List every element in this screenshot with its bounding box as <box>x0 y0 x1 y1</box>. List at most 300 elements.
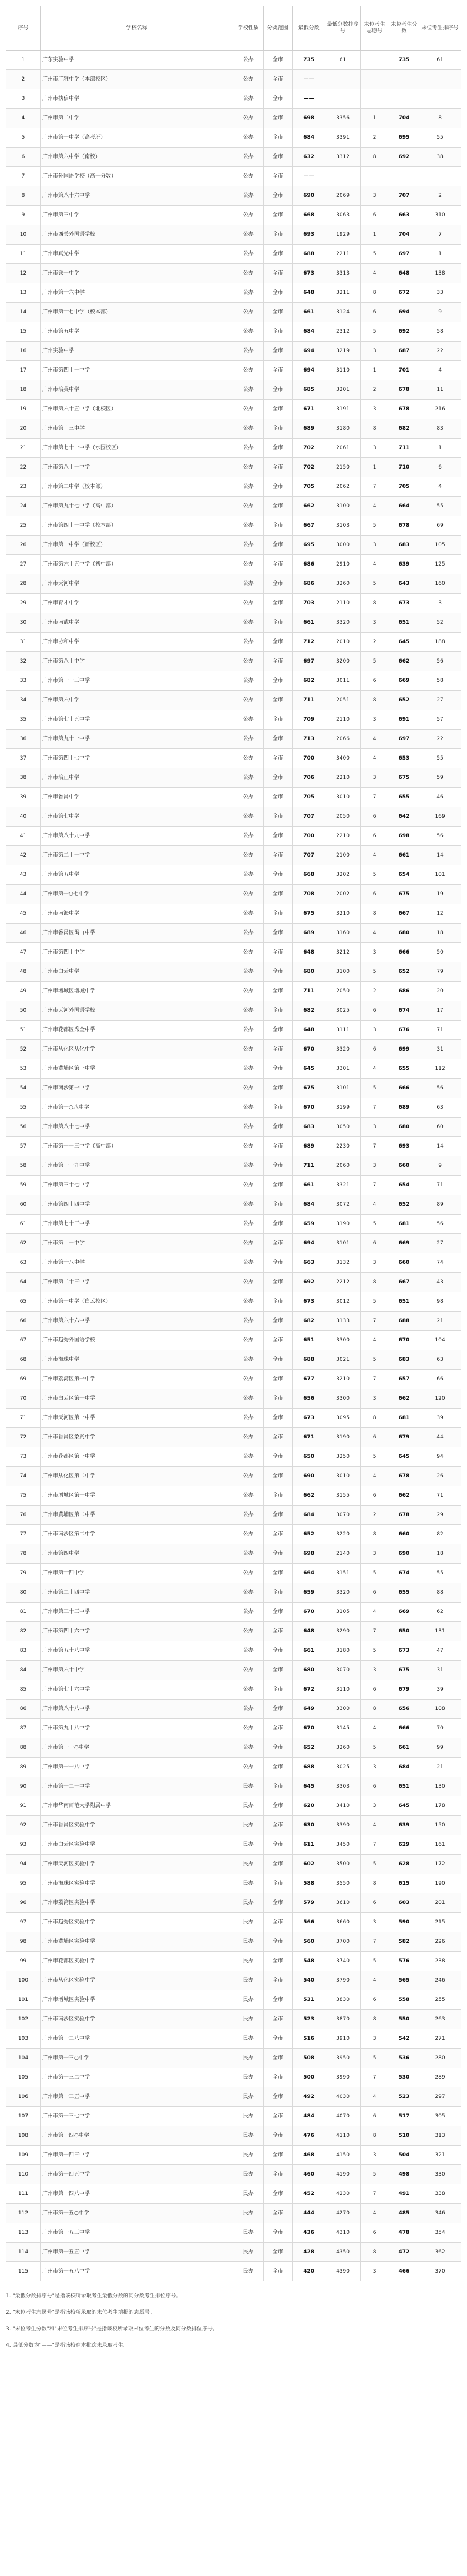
table-cell: 47 <box>419 1641 461 1661</box>
table-cell: 131 <box>419 1622 461 1641</box>
table-cell: 8 <box>360 1273 389 1292</box>
table-row <box>6 186 461 206</box>
table-cell: 全市 <box>263 186 292 206</box>
table-cell: 508 <box>292 2049 325 2068</box>
table-row <box>6 2010 461 2029</box>
table-cell: 广州市真光中学 <box>40 245 233 264</box>
table-cell: 3 <box>360 943 389 962</box>
table-cell: 5 <box>360 1641 389 1661</box>
table-cell: 3105 <box>325 1603 360 1622</box>
table-cell: 13 <box>6 283 41 303</box>
table-cell: 566 <box>292 1913 325 1932</box>
table-cell: 8 <box>360 2126 389 2146</box>
table-cell: 680 <box>389 1118 419 1137</box>
table-cell: 9 <box>419 1156 461 1176</box>
table-cell: 5 <box>360 1564 389 1583</box>
table-cell: 3700 <box>325 1932 360 1952</box>
table-cell: 民办 <box>233 2243 264 2262</box>
table-cell: 56 <box>6 1118 41 1137</box>
table-cell: 全市 <box>263 1253 292 1273</box>
table-cell: 238 <box>419 1952 461 1971</box>
table-cell: 3320 <box>325 613 360 633</box>
table-cell: 公办 <box>233 1738 264 1758</box>
table-cell: 108 <box>419 1700 461 1719</box>
table-cell: 694 <box>292 1234 325 1253</box>
table-cell: 629 <box>389 1835 419 1855</box>
table-cell: 3910 <box>325 2029 360 2049</box>
table-cell: 42 <box>6 846 41 865</box>
table-cell: 全市 <box>263 1796 292 1816</box>
table-cell: 公办 <box>233 1156 264 1176</box>
table-cell: 39 <box>419 1680 461 1700</box>
table-cell: 全市 <box>263 70 292 89</box>
table-cell: 广州市第八十中学 <box>40 652 233 671</box>
table-cell: 全市 <box>263 904 292 924</box>
table-cell: 21 <box>419 1758 461 1777</box>
table-cell: 3 <box>360 1118 389 1137</box>
table-cell: 45 <box>6 904 41 924</box>
table-cell: 广州市第六中学 <box>40 691 233 710</box>
table-cell: 全市 <box>263 439 292 458</box>
table-cell: 公办 <box>233 1195 264 1215</box>
table-cell: 全市 <box>263 2087 292 2107</box>
table-cell: 643 <box>389 574 419 594</box>
table-cell: 1 <box>360 109 389 128</box>
table-cell: 广州市第十八中学 <box>40 1253 233 1273</box>
table-cell: 广州市铁一中学 <box>40 264 233 283</box>
table-cell: 全市 <box>263 109 292 128</box>
table-cell: 3 <box>360 2146 389 2165</box>
table-cell: 662 <box>389 652 419 671</box>
table-cell: 670 <box>292 1098 325 1118</box>
table-cell: 707 <box>389 186 419 206</box>
table-cell: 3313 <box>325 264 360 283</box>
table-cell: 55 <box>6 1098 41 1118</box>
table-cell: 公办 <box>233 1428 264 1447</box>
table-cell: 3 <box>360 1544 389 1564</box>
table-cell: 112 <box>6 2204 41 2223</box>
table-cell: 523 <box>292 2010 325 2029</box>
table-cell: 广州市第一四八中学 <box>40 2184 233 2204</box>
table-cell: 广州市第一一○中学 <box>40 1738 233 1758</box>
table-cell: 428 <box>292 2243 325 2262</box>
table-cell: 广州市白云区第一中学 <box>40 1389 233 1409</box>
table-cell: 6 <box>360 206 389 225</box>
table-cell: 公办 <box>233 807 264 827</box>
table-cell: 3025 <box>325 1001 360 1021</box>
table-cell: 全市 <box>263 1990 292 2010</box>
table-cell: 广州市第四十四中学 <box>40 1195 233 1215</box>
table-cell: 680 <box>292 962 325 982</box>
table-cell: 广州市第四十七中学 <box>40 749 233 768</box>
header-cell: 末位考生分数 <box>389 6 419 51</box>
table-cell: 广州市育才中学 <box>40 594 233 613</box>
table-cell: 3 <box>360 1021 389 1040</box>
table-row <box>6 1001 461 1021</box>
table-row <box>6 497 461 516</box>
table-cell <box>389 70 419 89</box>
table-cell: 公办 <box>233 1079 264 1098</box>
table-cell: 52 <box>419 613 461 633</box>
table-cell: 662 <box>389 1389 419 1409</box>
table-row <box>6 1331 461 1350</box>
table-cell: 93 <box>6 1835 41 1855</box>
table-row <box>6 1234 461 1253</box>
table-cell: 广州市第一三七中学 <box>40 2107 233 2126</box>
table-cell: 59 <box>419 768 461 788</box>
table-cell: 18 <box>419 924 461 943</box>
table-cell: 685 <box>292 380 325 400</box>
table-cell: 3 <box>360 1156 389 1176</box>
table-cell: 678 <box>389 400 419 419</box>
table-cell: 711 <box>292 982 325 1001</box>
table-cell: 56 <box>419 1215 461 1234</box>
table-cell: 6 <box>360 1680 389 1700</box>
table-cell: 689 <box>292 1137 325 1156</box>
table-cell: 民办 <box>233 1971 264 1990</box>
table-cell: 公办 <box>233 477 264 497</box>
table-cell: 671 <box>292 400 325 419</box>
table-cell: 652 <box>389 691 419 710</box>
table-row <box>6 1932 461 1952</box>
table-cell: 321 <box>419 2146 461 2165</box>
table-cell: 675 <box>389 768 419 788</box>
table-cell: 161 <box>419 1835 461 1855</box>
table-row <box>6 943 461 962</box>
table-cell: 全市 <box>263 2107 292 2126</box>
table-row <box>6 1661 461 1680</box>
table-cell: 公办 <box>233 1137 264 1156</box>
table-cell: 广州市广雅中学（本部校区） <box>40 70 233 89</box>
table-cell: 广州市黄埔区第二中学 <box>40 1506 233 1525</box>
table-cell: 公办 <box>233 768 264 788</box>
table-cell: 广州市第一一三中学 <box>40 671 233 691</box>
table-cell: 公办 <box>233 1273 264 1292</box>
table-cell: 公办 <box>233 1564 264 1583</box>
table-cell: 476 <box>292 2126 325 2146</box>
table-cell: 广州市第一三五中学 <box>40 2087 233 2107</box>
table-cell: 150 <box>419 1816 461 1835</box>
table-row <box>6 1874 461 1893</box>
table-cell: 全市 <box>263 536 292 555</box>
table-cell: 60 <box>6 1195 41 1215</box>
table-cell: 广州市第三十三中学 <box>40 1603 233 1622</box>
table-cell: 669 <box>389 1234 419 1253</box>
table-cell: 3025 <box>325 1758 360 1777</box>
table-cell: 6 <box>360 885 389 904</box>
table-cell: 全市 <box>263 1428 292 1447</box>
table-cell: 18 <box>6 380 41 400</box>
table-cell: 2210 <box>325 768 360 788</box>
table-cell: 广州市培正中学 <box>40 768 233 788</box>
table-cell: 686 <box>389 982 419 1001</box>
table-row <box>6 400 461 419</box>
table-row <box>6 1835 461 1855</box>
table-cell: 338 <box>419 2184 461 2204</box>
table-cell: 713 <box>292 730 325 749</box>
table-cell: 民办 <box>233 1777 264 1796</box>
table-row <box>6 167 461 186</box>
table-cell: 全市 <box>263 2165 292 2184</box>
table-cell: 3321 <box>325 1176 360 1195</box>
table-cell: 全市 <box>263 1021 292 1040</box>
table-row <box>6 536 461 555</box>
table-row <box>6 1370 461 1389</box>
table-cell: 公办 <box>233 1215 264 1234</box>
table-row <box>6 1467 461 1486</box>
table-cell: 90 <box>6 1777 41 1796</box>
table-cell: 广州市第八十八中学 <box>40 1700 233 1719</box>
table-cell: 22 <box>419 342 461 361</box>
table-cell: 74 <box>6 1467 41 1486</box>
table-cell: 2150 <box>325 458 360 477</box>
table-cell: 7 <box>360 477 389 497</box>
table-cell: 38 <box>419 148 461 167</box>
table-row <box>6 613 461 633</box>
table-cell: 3190 <box>325 1215 360 1234</box>
table-row <box>6 962 461 982</box>
table-cell: 652 <box>389 962 419 982</box>
table-cell: 66 <box>6 1312 41 1331</box>
table-cell: 7 <box>360 1932 389 1952</box>
table-cell: 公办 <box>233 555 264 574</box>
table-row <box>6 1137 461 1156</box>
table-cell: 全市 <box>263 400 292 419</box>
table-cell: 3095 <box>325 1409 360 1428</box>
table-cell: 3790 <box>325 1971 360 1990</box>
table-cell: 62 <box>419 1603 461 1622</box>
table-cell: 540 <box>292 1971 325 1990</box>
table-cell: 公办 <box>233 1719 264 1738</box>
table-cell: 6 <box>360 1428 389 1447</box>
table-cell: 广州市从化区第二中学 <box>40 1467 233 1486</box>
table-cell: 4 <box>360 555 389 574</box>
table-row <box>6 1409 461 1428</box>
table-cell: 全市 <box>263 2126 292 2146</box>
table-cell: 广州市第四十一中学（校本部） <box>40 516 233 536</box>
table-cell: 645 <box>389 1796 419 1816</box>
table-cell: 23 <box>6 477 41 497</box>
table-cell: 684 <box>292 1195 325 1215</box>
table-cell: —— <box>292 89 325 109</box>
table-row <box>6 1273 461 1292</box>
table-cell: 661 <box>292 1641 325 1661</box>
table-row <box>6 148 461 167</box>
table-cell: 广州市第九十一中学 <box>40 730 233 749</box>
table-row <box>6 1059 461 1079</box>
table-row <box>6 458 461 477</box>
table-cell: 105 <box>419 536 461 555</box>
table-cell: 全市 <box>263 2243 292 2262</box>
table-cell: 8 <box>360 1525 389 1544</box>
table-cell: 24 <box>6 497 41 516</box>
table-cell <box>389 89 419 109</box>
table-cell: 504 <box>389 2146 419 2165</box>
table-cell: 广州市第九十八中学 <box>40 1719 233 1738</box>
table-cell: 3 <box>360 2029 389 2049</box>
table-cell: 4 <box>360 1467 389 1486</box>
table-cell: 全市 <box>263 1176 292 1195</box>
table-cell <box>419 70 461 89</box>
table-cell: 公办 <box>233 1098 264 1118</box>
table-cell: 71 <box>419 1021 461 1040</box>
table-cell: 广州市第一一三中学（高中部） <box>40 1137 233 1156</box>
table-cell: 2100 <box>325 846 360 865</box>
table-cell: 77 <box>6 1525 41 1544</box>
table-cell: 公办 <box>233 982 264 1001</box>
table-cell: 公办 <box>233 1641 264 1661</box>
table-cell: 全市 <box>263 303 292 322</box>
table-cell: 660 <box>389 1156 419 1176</box>
table-cell: 679 <box>389 1680 419 1700</box>
table-row <box>6 633 461 652</box>
table-cell: 645 <box>389 633 419 652</box>
footnote-line: 1. "最低分数排序号"是指该校所录取考生最低分数的同分数考生排位序号。 <box>6 2293 182 2299</box>
table-cell: 20 <box>6 419 41 439</box>
table-cell: 611 <box>292 1835 325 1855</box>
table-cell: 全市 <box>263 1040 292 1059</box>
table-cell: 4 <box>360 1059 389 1079</box>
table-cell: 65 <box>6 1292 41 1312</box>
header-cell: 学校名称 <box>40 6 233 51</box>
table-row <box>6 1079 461 1098</box>
table-cell: 56 <box>419 652 461 671</box>
table-cell: 673 <box>389 594 419 613</box>
table-cell: 2 <box>360 1506 389 1525</box>
table-row <box>6 2204 461 2223</box>
table-cell: 46 <box>6 924 41 943</box>
table-cell: 67 <box>6 1331 41 1350</box>
table-cell: 公办 <box>233 730 264 749</box>
table-cell: 全市 <box>263 51 292 70</box>
table-cell: 704 <box>389 109 419 128</box>
table-cell: 7 <box>360 1176 389 1195</box>
table-cell: 6 <box>360 1040 389 1059</box>
table-cell: 公办 <box>233 613 264 633</box>
table-cell: 广州市第六十五中学（初中部） <box>40 555 233 574</box>
table-cell: 15 <box>6 322 41 342</box>
table-cell: 公办 <box>233 1680 264 1700</box>
table-cell: 4 <box>360 1971 389 1990</box>
table-cell: 9 <box>419 303 461 322</box>
table-cell: 公办 <box>233 1700 264 1719</box>
table-cell: 700 <box>292 749 325 768</box>
table-row <box>6 691 461 710</box>
table-cell: 3300 <box>325 1331 360 1350</box>
table-cell: 664 <box>292 1564 325 1583</box>
table-cell: 289 <box>419 2068 461 2087</box>
table-cell: 广州市第六中学（南校） <box>40 148 233 167</box>
table-cell: 全市 <box>263 2184 292 2204</box>
table-cell: 广州市第十七中学（校本部） <box>40 303 233 322</box>
table-cell: 5 <box>6 128 41 148</box>
table-cell: 6 <box>360 1990 389 2010</box>
table-row <box>6 2068 461 2087</box>
table-cell: 20 <box>419 982 461 1001</box>
table-cell: 39 <box>6 788 41 807</box>
table-cell: 公办 <box>233 924 264 943</box>
table-cell: 76 <box>6 1506 41 1525</box>
table-cell: 全市 <box>263 1331 292 1350</box>
table-cell: 3180 <box>325 1641 360 1661</box>
table-cell: 7 <box>360 1622 389 1641</box>
table-cell: 公办 <box>233 148 264 167</box>
table-cell: 全市 <box>263 1370 292 1389</box>
table-cell <box>419 167 461 186</box>
table-cell: 3155 <box>325 1486 360 1506</box>
table-cell: 6 <box>360 303 389 322</box>
table-cell: 2110 <box>325 710 360 730</box>
table-cell: 全市 <box>263 1447 292 1467</box>
table-cell: 广州市第四中学 <box>40 1544 233 1564</box>
table-cell: 全市 <box>263 148 292 167</box>
table-cell: 667 <box>389 904 419 924</box>
table-row <box>6 1603 461 1622</box>
table-cell: 88 <box>6 1738 41 1758</box>
header-cell: 序号 <box>6 6 41 51</box>
table-cell: 2110 <box>325 594 360 613</box>
table-cell: 346 <box>419 2204 461 2223</box>
footnote-line: 2. "末位考生志愿号"是指该校所录取的末位考生填报的志愿号。 <box>6 2310 155 2316</box>
table-cell: 4 <box>360 846 389 865</box>
table-cell: 54 <box>6 1079 41 1098</box>
table-row <box>6 264 461 283</box>
table-cell: 3990 <box>325 2068 360 2087</box>
table-cell: 36 <box>6 730 41 749</box>
table-cell: 全市 <box>263 1486 292 1506</box>
table-cell: 671 <box>292 1428 325 1447</box>
table-cell: 63 <box>419 1350 461 1370</box>
table-row <box>6 2029 461 2049</box>
table-cell: 702 <box>292 439 325 458</box>
table-cell: 民办 <box>233 1952 264 1971</box>
table-cell: 630 <box>292 1816 325 1835</box>
table-cell: 3 <box>360 342 389 361</box>
table-cell: 63 <box>419 1098 461 1118</box>
table-cell: 公办 <box>233 1758 264 1777</box>
table-cell: 58 <box>419 671 461 691</box>
table-cell <box>360 51 389 70</box>
table-cell: 公办 <box>233 1525 264 1544</box>
table-cell: 698 <box>292 1544 325 1564</box>
table-cell: 广州市第五中学 <box>40 322 233 342</box>
table-cell: 民办 <box>233 2204 264 2223</box>
table-cell: 全市 <box>263 497 292 516</box>
table-cell: 全市 <box>263 1389 292 1409</box>
table-cell: 5 <box>360 1447 389 1467</box>
table-cell: 公办 <box>233 1506 264 1525</box>
table-cell: 680 <box>292 1661 325 1680</box>
table-cell: 691 <box>389 710 419 730</box>
table-cell: 民办 <box>233 1893 264 1913</box>
table-cell: 2230 <box>325 1137 360 1156</box>
table-cell: 全市 <box>263 1079 292 1098</box>
table-cell: 3190 <box>325 1428 360 1447</box>
table-cell: 广州市从化区实验中学 <box>40 1971 233 1990</box>
table-cell: 广州市外国语学校（高一分数） <box>40 167 233 186</box>
table-cell: 3301 <box>325 1059 360 1079</box>
table-cell: 33 <box>419 283 461 303</box>
table-cell: 2312 <box>325 322 360 342</box>
table-cell: 330 <box>419 2165 461 2184</box>
table-cell: 公办 <box>233 206 264 225</box>
table-cell: 公办 <box>233 51 264 70</box>
table-cell <box>389 167 419 186</box>
table-cell: 3124 <box>325 303 360 322</box>
table-cell: 188 <box>419 633 461 652</box>
table-cell: 5 <box>360 1855 389 1874</box>
table-cell: 全市 <box>263 361 292 380</box>
